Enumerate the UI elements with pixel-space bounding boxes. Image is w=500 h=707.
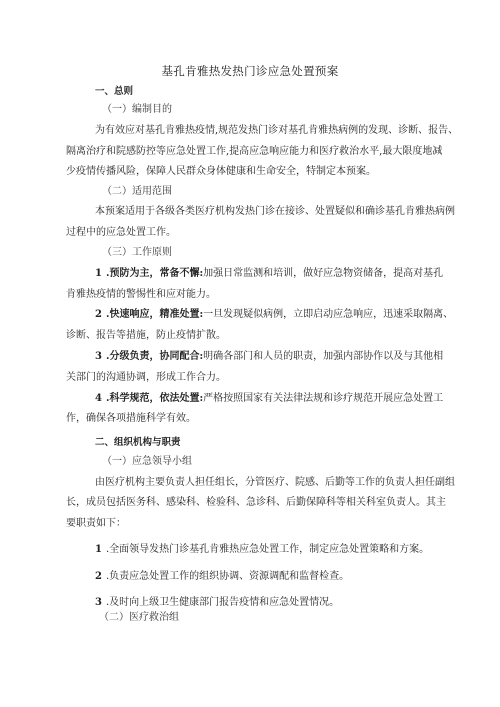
- subsection-purpose-heading: （一）编制目的: [102, 104, 172, 115]
- item-number: 3: [95, 351, 102, 362]
- principle-bold-label: .科学规范，依法处置:: [105, 393, 204, 404]
- duty-item: [95, 597, 339, 609]
- paragraph-line: 少疫情传播风险，保障人民群众身体健康和生命安全，特制定本预案。: [66, 166, 376, 177]
- duty-text: .全面领导发热门诊基孔肯雅热应急处置工作，制定应急处置策略和方案。: [105, 544, 430, 555]
- item-number: 2: [95, 309, 102, 320]
- principle-item: [95, 351, 443, 363]
- paragraph-line: 为有效应对基孔肯雅热疫情,规范发热门诊对基孔肯雅热病例的发现、诊断、报告、: [95, 125, 459, 136]
- subsection-treatment-heading: （二）医疗救治组: [99, 612, 179, 623]
- subsection-principles-heading: （三）工作原则: [102, 247, 172, 258]
- principle-text: 一旦发现疑似病例，立即启动应急响应，迅速采取隔离、: [203, 309, 454, 320]
- principle-bold-label: .预防为主，常备不懈:: [105, 268, 204, 279]
- paragraph-line: 长，成员包括医务科、感染科、检验科、急诊科、后勤保障科等相关科室负责人。其主: [66, 497, 446, 508]
- paragraph-line: 诊断、报告等措施，防止疫情扩散。: [66, 330, 226, 341]
- principle-bold-label: .快速响应，精准处置:: [105, 309, 204, 320]
- principle-item: [95, 268, 443, 280]
- principle-text: 加强日常监测和培训，做好应急物资储备，提高对基孔: [203, 268, 444, 279]
- paragraph-line: 要职责如下：: [66, 518, 126, 529]
- item-number: 2: [95, 571, 102, 582]
- item-number: 1: [95, 544, 102, 555]
- paragraph-line: 关部门的沟通协调，形成工作合力。: [66, 372, 226, 383]
- paragraph-line: 作，确保各项措施科学有效。: [66, 413, 196, 424]
- principle-item: [95, 393, 443, 405]
- principle-text: 严格按照国家有关法律法规和诊疗规范开展应急处置工: [203, 393, 444, 404]
- duty-item: [95, 571, 349, 583]
- paragraph-line: 隔离治疗和院感防控等应急处置工作,提高应急响应能力和医疗救治水平,最大限度地减: [66, 146, 443, 157]
- subsection-scope-heading: （二）适用范围: [102, 186, 172, 197]
- paragraph-line: 由医疗机构主要负责人担任组长，分管医疗、院感、后勤等工作的负责人担任副组: [95, 477, 455, 488]
- item-number: 1: [95, 268, 102, 279]
- section-2-heading: 二、组织机构与职责: [95, 437, 181, 448]
- item-number: 4: [95, 393, 102, 404]
- document-title: 基孔肯雅热发热门诊应急处置预案: [161, 64, 339, 78]
- section-1-heading: 一、总则: [95, 86, 134, 97]
- paragraph-line: 过程中的应急处置工作。: [66, 227, 176, 238]
- item-number: 3: [95, 597, 102, 608]
- principle-bold-label: .分级负责，协同配合:: [105, 351, 204, 362]
- duty-text: .及时向上级卫生健康部门报告疫情和应急处置情况。: [105, 597, 340, 608]
- principle-text: 明确各部门和人员的职责，加强内部协作以及与其他相: [203, 351, 444, 362]
- principle-item: [95, 309, 453, 321]
- paragraph-line: 肯雅热疫情的警惕性和应对能力。: [66, 289, 216, 300]
- paragraph-line: 本预案适用于各级各类医疗机构发热门诊在接诊、处置疑似和确诊基孔肯雅热病例: [95, 206, 455, 217]
- subsection-leadership-heading: （一）应急领导小组: [102, 456, 192, 467]
- duty-item: [95, 544, 429, 556]
- duty-text: .负责应急处置工作的组织协调、资源调配和监督检查。: [105, 571, 350, 582]
